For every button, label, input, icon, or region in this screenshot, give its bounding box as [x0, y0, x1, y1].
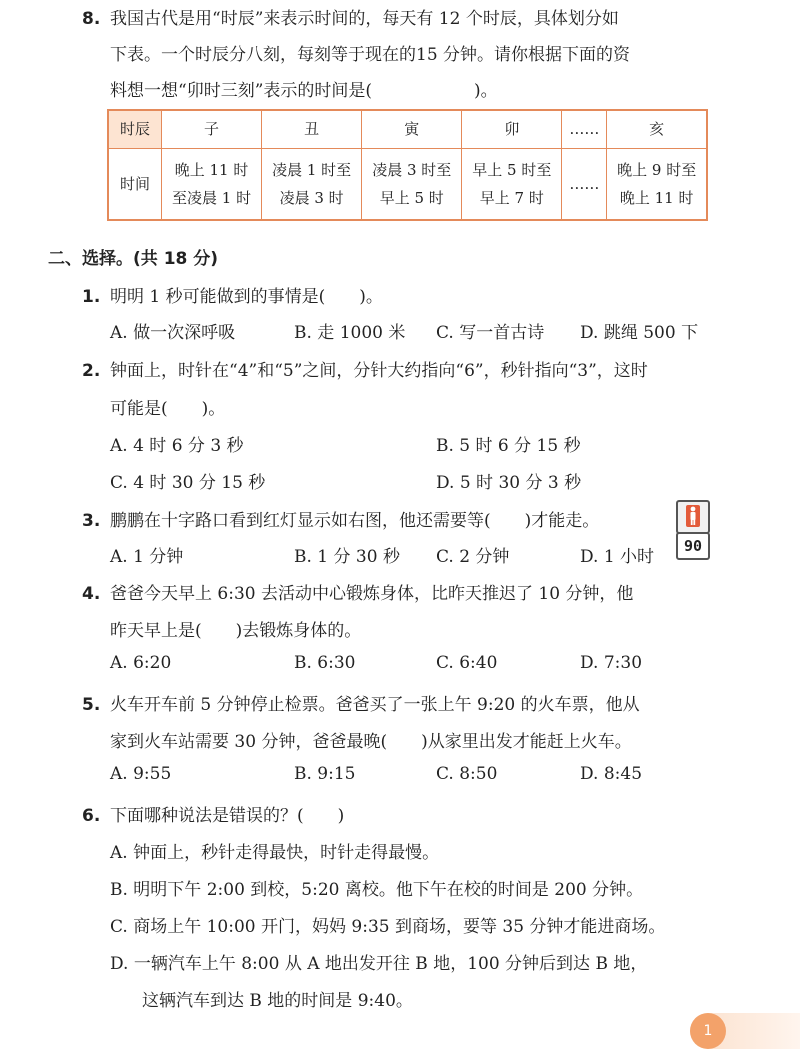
- question-5-line2: 家到火车站需要 30 分钟，爸爸最晚( )从家里出发才能赶上火车。: [110, 732, 632, 752]
- table-cell: 早上 5 时至 早上 7 时: [462, 148, 562, 220]
- table-header-cell: 时辰: [108, 110, 162, 148]
- option-d[interactable]: D. 1 小时: [580, 547, 655, 567]
- option-a[interactable]: A. 1 分钟: [110, 547, 184, 567]
- option-c[interactable]: C. 2 分钟: [436, 547, 510, 567]
- question-2: 2. 钟面上，时针在“4”和“5”之间，分针大约指向“6”，秒针指向“3”，这时: [82, 361, 648, 381]
- question-number: 1.: [82, 287, 101, 307]
- pedestrian-signal: [676, 500, 710, 534]
- option-a[interactable]: A. 做一次深呼吸: [110, 323, 236, 343]
- question-number: 5.: [82, 695, 101, 715]
- option-c[interactable]: C. 6:40: [436, 653, 498, 673]
- question-number: 3.: [82, 511, 101, 531]
- option-b[interactable]: B. 明明下午 2:00 到校，5:20 离校。他下午在校的时间是 200 分钟。: [110, 880, 644, 900]
- table-cell: 凌晨 1 时至 凌晨 3 时: [262, 148, 362, 220]
- question-number: 8.: [82, 9, 101, 29]
- option-c[interactable]: C. 8:50: [436, 764, 498, 784]
- question-4-line2: 昨天早上是( )去锻炼身体的。: [110, 621, 362, 641]
- option-d[interactable]: D. 8:45: [580, 764, 643, 784]
- option-c[interactable]: C. 写一首古诗: [436, 323, 545, 343]
- table-row: [108, 148, 707, 220]
- shichen-table: [107, 109, 708, 221]
- table-cell: ……: [562, 110, 607, 148]
- option-a[interactable]: A. 4 时 6 分 3 秒: [110, 436, 244, 456]
- question-number: 2.: [82, 361, 101, 381]
- option-d-continued: 这辆汽车到达 B 地的时间是 9:40。: [142, 991, 413, 1011]
- option-b[interactable]: B. 走 1000 米: [294, 323, 406, 343]
- option-b[interactable]: B. 6:30: [294, 653, 356, 673]
- question-number: 4.: [82, 584, 101, 604]
- option-b[interactable]: B. 5 时 6 分 15 秒: [436, 436, 581, 456]
- option-a[interactable]: A. 钟面上，秒针走得最快，时针走得最慢。: [110, 843, 440, 863]
- table-row: [108, 110, 707, 148]
- q8-line1: 8. 我国古代是用“时辰”来表示时间的，每天有 12 个时辰，具体划分如: [82, 9, 619, 29]
- option-d[interactable]: D. 一辆汽车上午 8:00 从 A 地出发开往 B 地，100 分钟后到达 B 地，: [110, 954, 648, 974]
- traffic-light-icon: [675, 500, 709, 564]
- question-number: 6.: [82, 806, 101, 826]
- option-d[interactable]: D. 跳绳 500 下: [580, 323, 699, 343]
- table-cell: 晚上 11 时 至凌晨 1 时: [162, 148, 262, 220]
- option-c[interactable]: C. 4 时 30 分 15 秒: [110, 473, 266, 493]
- option-a[interactable]: A. 6:20: [110, 653, 172, 673]
- option-b[interactable]: B. 1 分 30 秒: [294, 547, 400, 567]
- question-2-line2: 可能是( )。: [110, 399, 226, 419]
- table-cell: 子: [162, 110, 262, 148]
- option-d[interactable]: D. 5 时 30 分 3 秒: [436, 473, 582, 493]
- table-header-cell: 时间: [108, 148, 162, 220]
- pedestrian-icon: [686, 505, 700, 527]
- countdown-display: 90: [676, 532, 710, 560]
- option-d[interactable]: D. 7:30: [580, 653, 643, 673]
- question-3: 3. 鹏鹏在十字路口看到红灯显示如右图，他还需要等( )才能走。: [82, 511, 600, 531]
- question-6: 6. 下面哪种说法是错误的？( ): [82, 806, 345, 826]
- table-cell: 卯: [462, 110, 562, 148]
- table-cell: 亥: [607, 110, 707, 148]
- q8-line3: 料想一想“卯时三刻”表示的时间是( )。: [110, 81, 498, 101]
- table-cell: 寅: [362, 110, 462, 148]
- table-cell: 丑: [262, 110, 362, 148]
- table-cell: 晚上 9 时至 晚上 11 时: [607, 148, 707, 220]
- option-c[interactable]: C. 商场上午 10:00 开门，妈妈 9:35 到商场，要等 35 分钟才能进商场。: [110, 917, 666, 937]
- option-a[interactable]: A. 9:55: [110, 764, 172, 784]
- question-5: 5. 火车开车前 5 分钟停止检票。爸爸买了一张上午 9:20 的火车票，他从: [82, 695, 640, 715]
- table-cell: ……: [562, 148, 607, 220]
- question-4: 4. 爸爸今天早上 6:30 去活动中心锻炼身体，比昨天推迟了 10 分钟，他: [82, 584, 634, 604]
- page-number: 1: [690, 1013, 726, 1049]
- q8-line2: 下表。一个时辰分八刻，每刻等于现在的15 分钟。请你根据下面的资: [110, 45, 631, 65]
- question-1: 1. 明明 1 秒可能做到的事情是( )。: [82, 287, 383, 307]
- table-cell: 凌晨 3 时至 早上 5 时: [362, 148, 462, 220]
- option-b[interactable]: B. 9:15: [294, 764, 356, 784]
- section-heading: 二、选择。(共 18 分): [48, 249, 219, 269]
